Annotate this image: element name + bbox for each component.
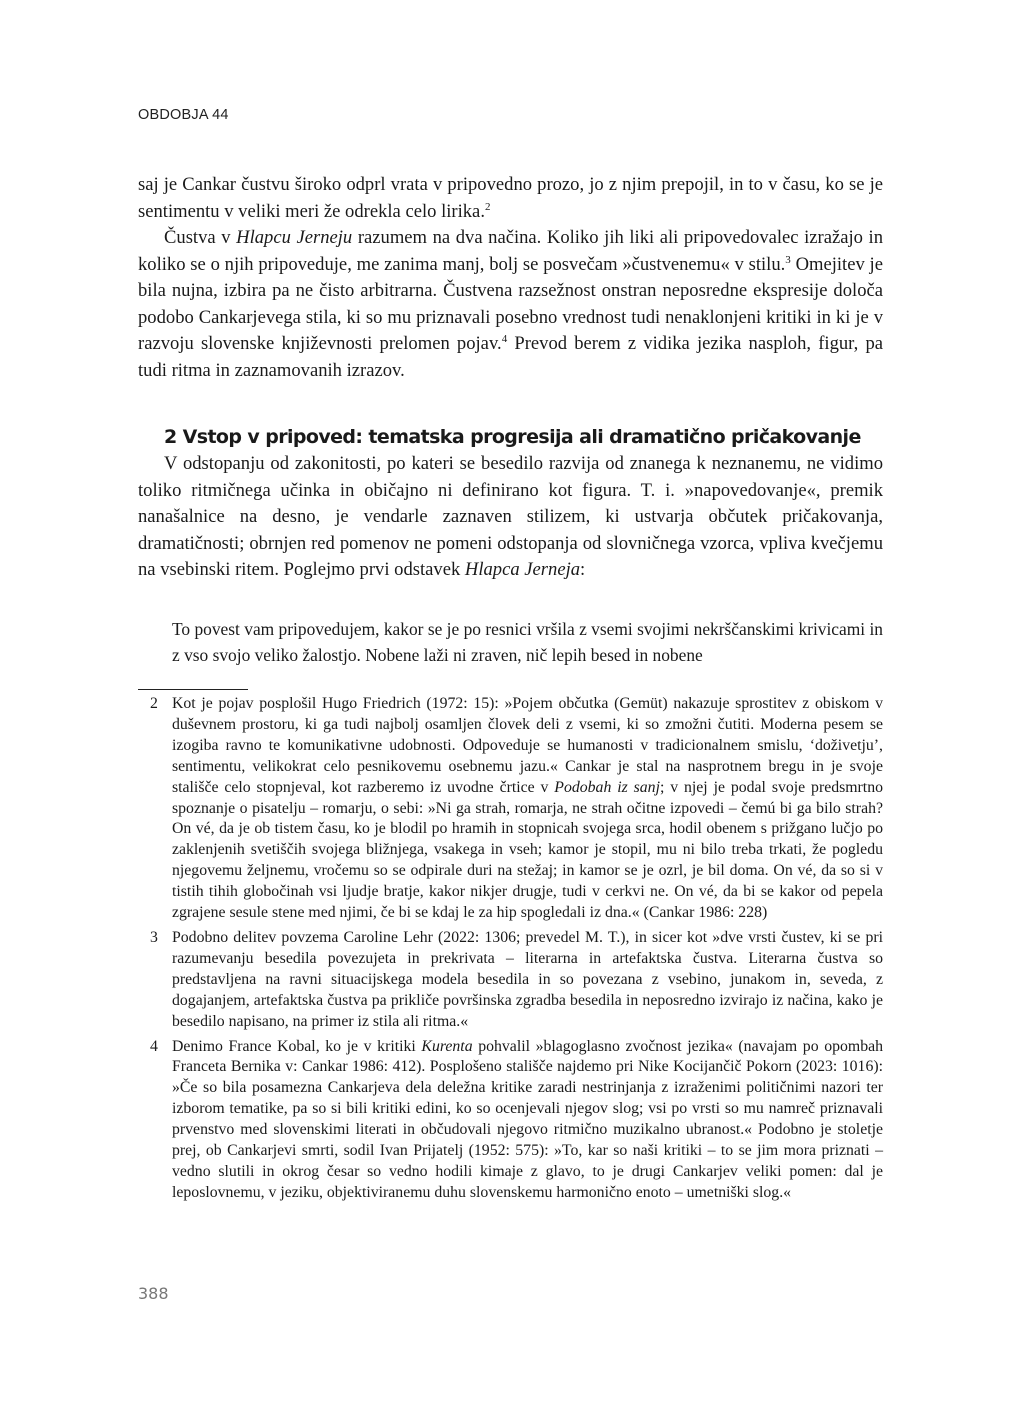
footnotes [138, 694, 883, 1208]
footnote-text: Podobno delitev povzema Caroline Lehr (2022: 1306; prevedel M. T.), in sicer kot »dve vrsti čustev, ki se pri razumevanju besedila povezujeta in prekrivata – literarna in artefaktska čustva. Literarna čustva so predstavljena na ravni situacijskega modela besedila in so povezana z vsebino, junakom in, seveda, z dogajanjem, artefaktska čustva pa prikliče površinska zgradba besedila in neposredno izvirajo iz načina, kako je besedilo napisano, na primer iz stila ali ritma.« [172, 928, 883, 1030]
intro-paragraph-2: Čustva v Hlapcu Jerneju razumem na dva načina. Koliko jih liki ali pripovedovalec izražajo in koliko se o njih pripoveduje, me zanima manj, bolj se posvečam »čustvenemu« v stilu.$^3$ Omejitev je bila nujna, izbira pa ne čisto arbitrarna. Čustvena razsežnost onstran neposredne ekspresije določa podobo Cankarjevega stila, ki so mu priznavali posebno vrednost tudi nenaklonjeni kritiki in ki je v razvoju slovenske književnosti prelomen pojav.$^4$ Prevod berem z vidika jezika nasploh, figur, pa tudi ritma in zaznamovanih izrazov. [138, 227, 884, 381]
section-heading: 2 Vstop v pripoved: tematska progresija ali dramatično pričakovanje [164, 426, 861, 448]
footnote-ref-4[interactable]: 4 [501, 332, 508, 345]
section-paragraph-1: V odstopanju od zakonitosti, po kateri se besedilo razvija od znanega k neznanemu, ne vidimo toliko ritmičnega učinka in običajno ni definirano kot figura. T. i. »napovedovanje«, premik nanašalnice na desno, je vendarle zaznaven stilizem, ki ustvarja občutek pričakovanja, dramatičnosti; obrnjen red pomenov ne pomeni odstopanja od slovničnega vzorca, vpliva kvečjemu na vsebinski ritem. Poglejmo prvi odstavek Hlapca Jerneja: [138, 453, 883, 580]
footnote-text: Kot je pojav posplošil Hugo Friedrich (1972: 15): »Pojem občutka (Gemüt) nakazuje sprostitev z obiskom v duševnem prostoru, ki ga tudi najbolj osamljen človek deli z vsemi, ki so zmožni čutiti. Moderna pesem se izogiba ravno te komunikativne udobnosti. Odpoveduje se humanosti v tradicionalnem smislu, ‘doživetju’, sentimentu, velikokrat celo pesnikovemu osebnemu jazu.« Cankar je stal na nasprotnem bregu in je svoje stališče celo stopnjeval, kot razberemo iz uvodne črtice v Podobah iz sanj; v njej je podal svoje predsmrtno spoznanje o pisatelju – romarju, o sebi: »Ni ga strah, romarja, ne strah očitne izpovedi – čemú bi ga bilo strah? On vé, da je ob tistem času, ko je blodil po hramih in stopnicah svojega srca, hodil obenem s prižgano lučjo po zaklenjenih svetiščih svojega bližnjega, vsakega in vseh; kamor je stopil, mu ni bilo treba trkati, že pogledu njegovemu željnemu, vročemu so se odpirale duri na stežaj; in kamor se je ozrl, je bil doma. On vé, da so si v tistih tihih globočinah vsi ljudje bratje, kakor nikjer drugje, tudi v cerkvi ne. On vé, da bi se kakor od pepela zgrajene sesule stene med njimi, če bi se kdaj le za hip spogledali iz dna.« (Cankar 1986: 228) [172, 695, 883, 922]
intro-paragraph-1: saj je Cankar čustvu široko odprl vrata v pripovedno prozo, jo z njim prepojil, in to v času, ko se je sentimentu v veliki meri že odrekla celo lirika.$^2$ [138, 174, 883, 222]
footnote-4 [138, 1037, 883, 1204]
footnote-ref-3[interactable]: 3 [785, 253, 791, 266]
footnote-number: 4 [150, 1037, 158, 1055]
footnote-ref-2[interactable]: 2 [484, 200, 491, 213]
intro-text [138, 172, 883, 384]
block-quote: To povest vam pripovedujem, kakor se je po resnici vršila z vsemi svojimi nekrščanskimi krivicami in z vso svojo veliko žalostjo. Nobene laži ni zraven, nič lepih besed in nobene [172, 619, 883, 665]
page-number: 388 [138, 1284, 169, 1303]
running-head: OBDOBJA 44 [138, 107, 229, 123]
footnote-number: 2 [150, 695, 158, 712]
footnote-2 [138, 694, 883, 924]
section-text [138, 451, 883, 584]
footnote-divider [138, 689, 248, 690]
footnote-text: Denimo France Kobal, ko je v kritiki Kurenta pohvalil »blagoglasno zvočnost jezika« (navajam po opombah Franceta Bernika v: Cankar 1986: 412). Posplošeno stališče najdemo pri Nike Kocijančič Pokorn (2023: 1016): »Če so bila posamezna Cankarjeva dela deležna kritike zaradi nestrinjanja z izraženimi političnimi nazori ter izborom tematike, pa so si bili kritiki edini, ko so ocenjevali njegov slog; vsi po vrsti so mu namreč priznavali prvenstvo med slovenskimi literati in občudovali njegovo ritmično muzikalno ubranost.« Podobno je stoletje prej, ob Cankarjevi smrti, sodil Ivan Prijatelj (1952: 575): »To, kar so naši kritiki – to se jim mora priznati – vedno slutili in okrog česar so vedno hodili kimaje z glavo, to je drugi Cankarjev veliki pomen: dal je leposlovnemu, v jeziku, objektiviranemu duhu slovenskemu harmonično enoto – umetniški slog.« [172, 1037, 883, 1201]
footnote-3 [138, 928, 883, 1033]
footnote-number: 3 [150, 928, 158, 946]
